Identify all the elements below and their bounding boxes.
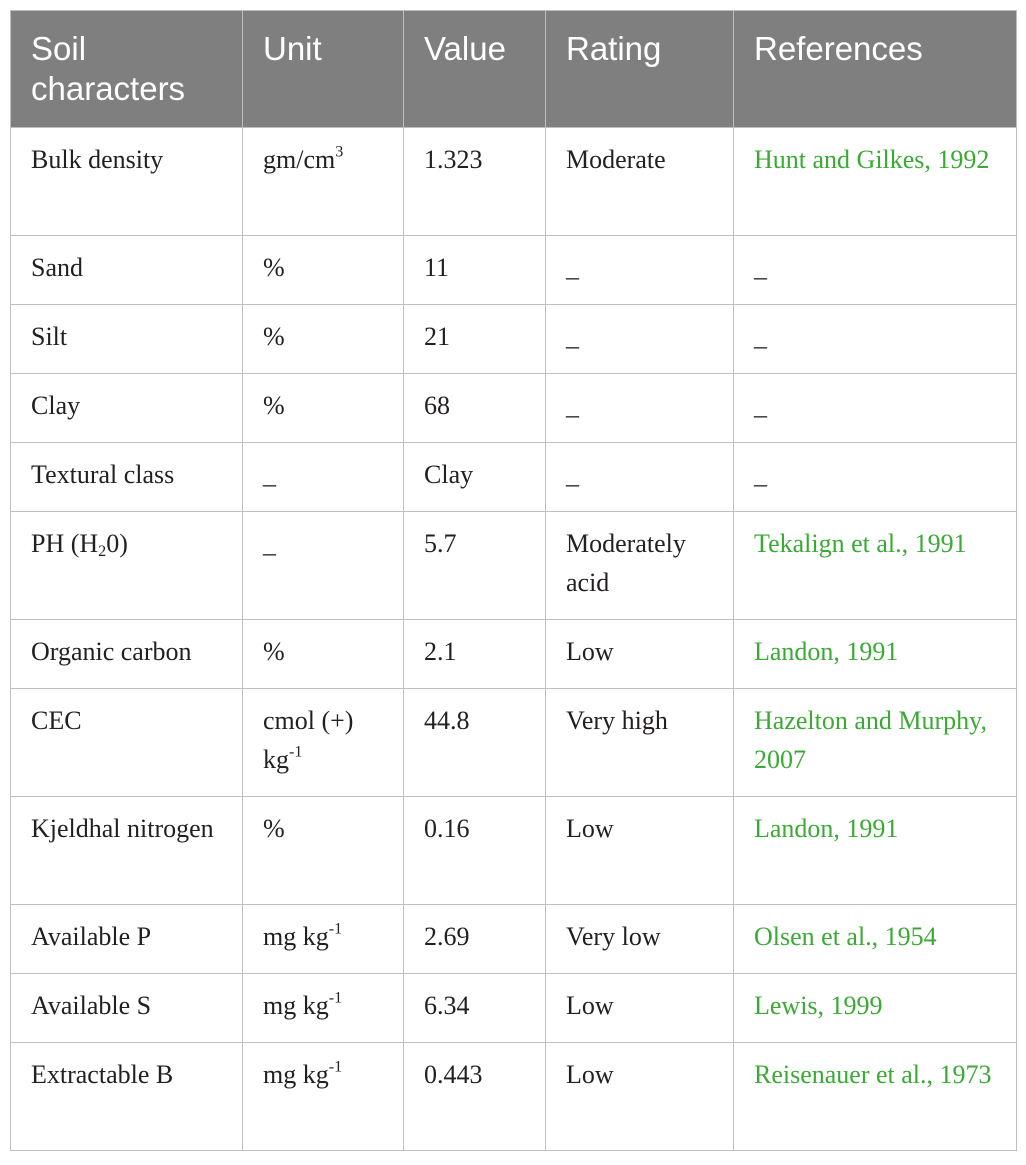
table-row [11,443,1017,512]
soil-subscript: 2 [98,543,107,561]
value-cell: 44.8 [404,689,546,797]
rating-cell: Very low [546,905,734,974]
header-unit: Unit [243,11,404,128]
reference-cell: _ [734,374,1017,443]
reference-link[interactable]: Tekalign et al., 1991 [734,512,1017,620]
reference-cell: _ [734,236,1017,305]
unit-cell: % [243,236,404,305]
table-row [11,305,1017,374]
reference-link[interactable]: Hunt and Gilkes, 1992 [734,128,1017,236]
unit-cell [243,128,404,236]
table-row [11,512,1017,620]
value-cell: 2.69 [404,905,546,974]
reference-cell: _ [734,443,1017,512]
table-row [11,128,1017,236]
rating-cell: Low [546,1043,734,1151]
soil-cell: Kjeldhal nitrogen [11,797,243,905]
header-value: Value [404,11,546,128]
unit-superscript: -1 [328,1058,343,1076]
table-row [11,620,1017,689]
soil-cell: Textural class [11,443,243,512]
rating-cell: _ [546,305,734,374]
unit-superscript: -1 [328,989,343,1007]
soil-text: PH (H [31,529,99,558]
rating-cell: _ [546,443,734,512]
unit-text: cmol (+) kg [263,706,354,774]
unit-cell [243,905,404,974]
table-header [11,11,1017,128]
unit-superscript: -1 [289,743,303,761]
table-row [11,374,1017,443]
value-cell: 1.323 [404,128,546,236]
unit-cell [243,689,404,797]
reference-link[interactable]: Reisenauer et al., 1973 [734,1043,1017,1151]
table-row [11,905,1017,974]
reference-link[interactable]: Landon, 1991 [734,797,1017,905]
soil-cell: Available P [11,905,243,974]
rating-cell: Moderate [546,128,734,236]
value-cell: 0.443 [404,1043,546,1151]
table-row [11,1043,1017,1151]
unit-text: mg kg [263,922,329,951]
header-rating: Rating [546,11,734,128]
soil-cell: Organic carbon [11,620,243,689]
reference-link[interactable]: Hazelton and Murphy, 2007 [734,689,1017,797]
rating-cell: _ [546,374,734,443]
table-row [11,974,1017,1043]
soil-cell: Silt [11,305,243,374]
header-references: References [734,11,1017,128]
unit-text: gm/cm [263,145,336,174]
reference-cell: _ [734,305,1017,374]
header-row [11,11,1017,128]
rating-cell: _ [546,236,734,305]
rating-cell: Low [546,620,734,689]
unit-superscript: 3 [335,143,344,161]
unit-cell [243,974,404,1043]
rating-cell: Low [546,797,734,905]
value-cell: 5.7 [404,512,546,620]
unit-text: mg kg [263,991,329,1020]
unit-cell: _ [243,512,404,620]
value-cell: 11 [404,236,546,305]
unit-cell: % [243,797,404,905]
unit-cell: % [243,374,404,443]
unit-cell: % [243,305,404,374]
table-body [11,128,1017,1151]
soil-cell: CEC [11,689,243,797]
soil-cell: Extractable B [11,1043,243,1151]
reference-link[interactable]: Landon, 1991 [734,620,1017,689]
table-row [11,236,1017,305]
unit-cell: % [243,620,404,689]
table-row [11,797,1017,905]
value-cell: Clay [404,443,546,512]
soil-cell: Clay [11,374,243,443]
unit-text: mg kg [263,1060,329,1089]
soil-cell [11,512,243,620]
soil-cell: Available S [11,974,243,1043]
value-cell: 2.1 [404,620,546,689]
soil-characteristics-table [10,10,1017,1151]
unit-superscript: -1 [328,920,343,938]
soil-suffix: 0) [106,529,128,558]
rating-cell: Very high [546,689,734,797]
unit-cell [243,1043,404,1151]
header-soil-characters: Soil characters [11,11,243,128]
soil-cell: Sand [11,236,243,305]
soil-cell: Bulk density [11,128,243,236]
table-row [11,689,1017,797]
value-cell: 21 [404,305,546,374]
value-cell: 6.34 [404,974,546,1043]
value-cell: 0.16 [404,797,546,905]
unit-cell: _ [243,443,404,512]
rating-cell: Moderately acid [546,512,734,620]
value-cell: 68 [404,374,546,443]
reference-link[interactable]: Lewis, 1999 [734,974,1017,1043]
reference-link[interactable]: Olsen et al., 1954 [734,905,1017,974]
rating-cell: Low [546,974,734,1043]
